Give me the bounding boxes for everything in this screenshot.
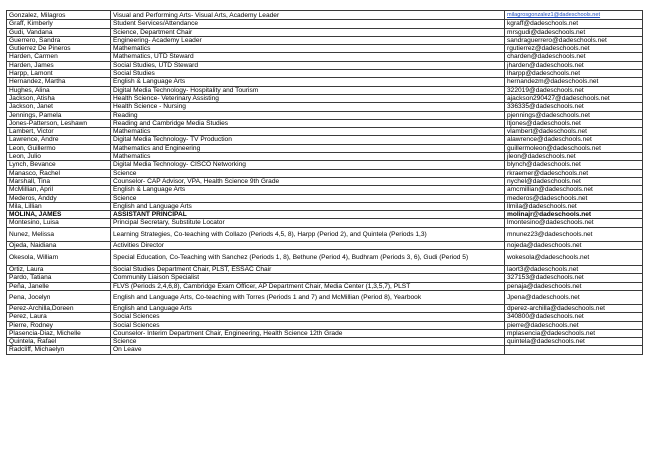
table-row <box>7 70 643 78</box>
table-row <box>7 111 643 119</box>
staff-email-cell: mnunez23@dadeschools.net <box>505 227 643 241</box>
staff-email-cell: molinajr@dadeschools.net <box>505 211 643 219</box>
staff-name-cell: Jones-Patterson, Leshawn <box>7 119 111 127</box>
staff-email-cell: ltjones@dadeschools.net <box>505 119 643 127</box>
table-row <box>7 153 643 161</box>
staff-name-cell: Ortiz, Laura <box>7 266 111 274</box>
staff-role-cell: Mathematics <box>111 128 505 136</box>
staff-role-cell: Science, Department Chair <box>111 28 505 36</box>
table-row <box>7 321 643 329</box>
staff-role-cell: Social Studies Department Chair, PLST, ESSAC Chair <box>111 266 505 274</box>
staff-role-cell: English and Language Arts <box>111 202 505 210</box>
staff-name-cell: Plasencia-Diaz, Michelle <box>7 329 111 337</box>
staff-role-cell: Health Science- Veterinary Assisting <box>111 94 505 102</box>
staff-name-cell: Graff, Kimberly <box>7 20 111 28</box>
staff-email-cell: kgraff@dadeschools.net <box>505 20 643 28</box>
staff-name-cell: Ojeda, Naidiana <box>7 241 111 249</box>
table-row <box>7 266 643 274</box>
staff-name-cell: Radcliff, Michaelyn <box>7 346 111 354</box>
staff-name-cell: McMillian, April <box>7 186 111 194</box>
staff-role-cell: ASSISTANT PRINCIPAL <box>111 211 505 219</box>
staff-role-cell: Engineering- Academy Leader <box>111 36 505 44</box>
staff-role-cell: Learning Strategies, Co-teaching with Collazo (Periods 4,5, 8), Harpp (Period 2), and Quintela (Periods 1,3) <box>111 227 505 241</box>
table-row <box>7 282 643 290</box>
staff-name-cell: Lambert, Victor <box>7 128 111 136</box>
staff-role-cell: Counselor- CAP Advisor, VPA, Health Science 9th Grade <box>111 177 505 185</box>
staff-name-cell: Mila, Lillian <box>7 202 111 210</box>
table-row <box>7 136 643 144</box>
staff-role-cell: Social Sciences <box>111 313 505 321</box>
staff-role-cell: Visual and Performing Arts- Visual Arts, Academy Leader <box>111 11 505 20</box>
table-row <box>7 329 643 337</box>
staff-email-cell: mederos@dadeschools.net <box>505 194 643 202</box>
staff-role-cell: English & Language Arts <box>111 186 505 194</box>
staff-role-cell: Social Studies <box>111 70 505 78</box>
staff-role-cell: English and Language Arts <box>111 304 505 312</box>
staff-name-cell: Jackson, Janet <box>7 103 111 111</box>
staff-name-cell: Harden, Carmen <box>7 53 111 61</box>
staff-rows <box>7 11 643 355</box>
staff-email-cell: quintela@dadeschools.net <box>505 338 643 346</box>
table-row <box>7 144 643 152</box>
table-row <box>7 28 643 36</box>
staff-role-cell: Science <box>111 338 505 346</box>
staff-name-cell: Gonzalez, Milagros <box>7 11 111 20</box>
staff-name-cell: Montesino, Luisa <box>7 219 111 227</box>
staff-email-cell: guillermoleon@dadeschools.net <box>505 144 643 152</box>
staff-email-cell: 327153@dadeschools.net <box>505 274 643 282</box>
table-row <box>7 11 643 20</box>
staff-role-cell: Mathematics, UTD Steward <box>111 53 505 61</box>
table-row <box>7 61 643 69</box>
staff-email-cell: hernandezm@dadeschools.net <box>505 78 643 86</box>
staff-role-cell: Social Studies, UTD Steward <box>111 61 505 69</box>
staff-role-cell: Student Services/Attendance <box>111 20 505 28</box>
table-row <box>7 346 643 354</box>
table-row <box>7 169 643 177</box>
staff-email-cell: mrsgudi@dadeschools.net <box>505 28 643 36</box>
staff-email-cell: 322019@dadeschools.net <box>505 86 643 94</box>
staff-email-cell: pjennings@dadeschools.net <box>505 111 643 119</box>
table-row <box>7 20 643 28</box>
staff-name-cell: Marshall, Tina <box>7 177 111 185</box>
staff-email-cell: sandraguerrero@dadeschools.net <box>505 36 643 44</box>
staff-name-cell: Lynch, Bevance <box>7 161 111 169</box>
staff-role-cell: Mathematics and Engineering <box>111 144 505 152</box>
staff-role-cell: Science <box>111 194 505 202</box>
staff-email-cell: blynch@dadeschools.net <box>505 161 643 169</box>
staff-role-cell: Digital Media Technology- TV Production <box>111 136 505 144</box>
table-row <box>7 290 643 304</box>
staff-role-cell: Counselor- Interim Department Chair, Engineering, Health Science 12th Grade <box>111 329 505 337</box>
staff-role-cell: Mathematics <box>111 45 505 53</box>
staff-email-cell: nojeda@dadeschools.net <box>505 241 643 249</box>
staff-email-cell: nychel@dadeschools.net <box>505 177 643 185</box>
staff-role-cell: Reading <box>111 111 505 119</box>
staff-role-cell: Mathematics <box>111 153 505 161</box>
staff-name-cell: Leon, Julio <box>7 153 111 161</box>
staff-email-cell: ajackson290427@dadeschools.net <box>505 94 643 102</box>
table-row <box>7 211 643 219</box>
staff-email-cell: lmontesino@dadeschools.net <box>505 219 643 227</box>
table-row <box>7 250 643 266</box>
table-row <box>7 86 643 94</box>
staff-name-cell: Gutierrez De Pineros <box>7 45 111 53</box>
staff-role-cell: FLVS (Periods 2,4,6,8), Cambridge Exam Officer, AP Department Chair, Media Center (1,3,5,7), PLST <box>111 282 505 290</box>
table-row <box>7 338 643 346</box>
staff-email-cell <box>505 346 643 354</box>
staff-role-cell: Digital Media Technology- Hospitality and Tourism <box>111 86 505 94</box>
staff-email-cell: llmila@dadeschools.net <box>505 202 643 210</box>
staff-role-cell: On Leave <box>111 346 505 354</box>
staff-name-cell: Gudi, Vandana <box>7 28 111 36</box>
table-row <box>7 304 643 312</box>
staff-name-cell: Peña, Janelle <box>7 282 111 290</box>
table-row <box>7 219 643 227</box>
table-row <box>7 227 643 241</box>
table-row <box>7 36 643 44</box>
staff-role-cell: Social Sciences <box>111 321 505 329</box>
staff-name-cell: Perez, Laura <box>7 313 111 321</box>
staff-email-cell: alawrence@dadeschools.net <box>505 136 643 144</box>
staff-name-cell: Pardo, Tatiana <box>7 274 111 282</box>
staff-name-cell: Quintela, Rafael <box>7 338 111 346</box>
staff-role-cell: English & Language Arts <box>111 78 505 86</box>
staff-name-cell: Manasco, Rachel <box>7 169 111 177</box>
staff-email-cell: charden@dadeschools.net <box>505 53 643 61</box>
staff-role-cell: Digital Media Technology- CISCO Networking <box>111 161 505 169</box>
email-link[interactable]: milagrosgonzalez1@dadeschools.net <box>507 12 601 18</box>
staff-name-cell: Pena, Jocelyn <box>7 290 111 304</box>
staff-name-cell: Leon, Guillermo <box>7 144 111 152</box>
staff-role-cell: Health Science - Nursing <box>111 103 505 111</box>
table-row <box>7 194 643 202</box>
staff-role-cell: Community Liaison Specialist <box>111 274 505 282</box>
staff-role-cell: Science <box>111 169 505 177</box>
staff-email-cell: lharpp@dadeschools.net <box>505 70 643 78</box>
staff-email-cell: laort3@dadeschools.net <box>505 266 643 274</box>
staff-name-cell: Harden, James <box>7 61 111 69</box>
staff-name-cell: Harpp, Lamont <box>7 70 111 78</box>
table-row <box>7 78 643 86</box>
table-row <box>7 128 643 136</box>
staff-email-cell: wokesola@dadeschools.net <box>505 250 643 266</box>
staff-name-cell: Jackson, Atisha <box>7 94 111 102</box>
staff-name-cell: Pierre, Rodney <box>7 321 111 329</box>
staff-name-cell: Mederos, Anddy <box>7 194 111 202</box>
staff-email-cell: vlambert@dadeschools.net <box>505 128 643 136</box>
staff-name-cell: Okesola, William <box>7 250 111 266</box>
staff-email-cell: mplasencia@dadeschools.net <box>505 329 643 337</box>
table-row <box>7 94 643 102</box>
staff-name-cell: Hernandez, Martha <box>7 78 111 86</box>
table-row <box>7 241 643 249</box>
table-row <box>7 202 643 210</box>
staff-email-cell: penaja@dadeschools.net <box>505 282 643 290</box>
staff-directory-table <box>6 10 643 355</box>
table-row <box>7 53 643 61</box>
table-row <box>7 119 643 127</box>
staff-role-cell: Reading and Cambridge Media Studies <box>111 119 505 127</box>
staff-name-cell: Lawrence, Andre <box>7 136 111 144</box>
staff-email-cell: 336335@dadeschools.net <box>505 103 643 111</box>
staff-name-cell: Jennings, Pamela <box>7 111 111 119</box>
table-row <box>7 177 643 185</box>
staff-email-cell: rkraemer@dadeschools.net <box>505 169 643 177</box>
table-row <box>7 186 643 194</box>
staff-role-cell: English and Language Arts, Co-teaching with Torres (Periods 1 and 7) and McMillian (Period 8), Yearbook <box>111 290 505 304</box>
staff-email-cell: amcmillian@dadeschools.net <box>505 186 643 194</box>
staff-role-cell: Special Education, Co-Teaching with Sanchez (Periods 1, 8), Bethune (Period 4), Budhram (Periods 3, 6), Gudi (Period 5) <box>111 250 505 266</box>
table-row <box>7 45 643 53</box>
staff-email-cell: Jpena@dadeschools.net <box>505 290 643 304</box>
staff-name-cell: Hughes, Alina <box>7 86 111 94</box>
staff-name-cell: Guerrero, Sandra <box>7 36 111 44</box>
staff-name-cell: MOLINA, JAMES <box>7 211 111 219</box>
staff-email-cell: 340800@dadeschools.net <box>505 313 643 321</box>
table-row <box>7 161 643 169</box>
staff-name-cell: Perez-Archilla,Doreen <box>7 304 111 312</box>
staff-role-cell: Principal Secretary, Substitute Locator <box>111 219 505 227</box>
staff-email-cell: jleon@dadeschools.net <box>505 153 643 161</box>
staff-role-cell: Activities Director <box>111 241 505 249</box>
staff-email-cell: rgutierrez@dadeschools.net <box>505 45 643 53</box>
staff-email-cell <box>505 11 643 20</box>
staff-email-cell: jharden@dadeschools.net <box>505 61 643 69</box>
staff-name-cell: Nunez, Melissa <box>7 227 111 241</box>
staff-email-cell: pierre@dadeschools.net <box>505 321 643 329</box>
table-row <box>7 274 643 282</box>
staff-email-cell: dperez-archilla@dadeschools.net <box>505 304 643 312</box>
table-row <box>7 103 643 111</box>
table-row <box>7 313 643 321</box>
